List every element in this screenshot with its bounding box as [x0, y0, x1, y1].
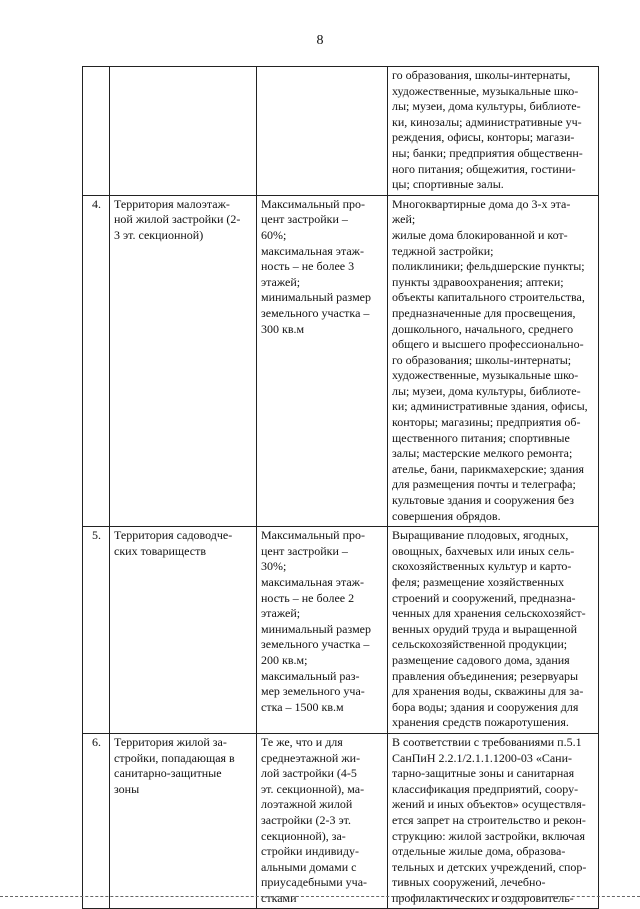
permitted-uses-cell: Многоквартирные дома до 3-х эта- жей; жилые дома блокированной и кот- теджной застройки; поликлиники; фельдшерские пункты; пункты здравоохранения; аптеки; объекты капитального строительства, предназначенные для просвещения, дошкольного, начального, среднего общего и высшего профессионально- го образования; школы-интернаты; художественные, музыкальные шко- лы; музеи, дома культуры, библиоте- ки; административные здания, офисы, конторы; магазины; предприятия об- щественного питания; спортивные залы; мастерские мелкого ремонта; ателье, бани, парикмахерские; здания для размещения почты и телеграфа; культовые здания и сооружения без совершения обрядов.: [388, 195, 599, 526]
table-row: [83, 733, 599, 909]
parameters-cell: [257, 67, 388, 196]
row-number: 6.: [83, 733, 110, 909]
zoning-table: [82, 66, 599, 909]
row-number: [83, 67, 110, 196]
parameters-cell: Максимальный про- цент застройки – 60%; максимальная этаж- ность – не более 3 этажей; минимальный размер земельного участка – 300 кв.м: [257, 195, 388, 526]
permitted-uses-cell: Выращивание плодовых, ягодных, овощных, бахчевых или иных сель- скохозяйственных культур и карто- феля; размещение хозяйственных строений и сооружений, предназна- ченных для хранения сельскохозяйст- венных орудий труда и выращенной сельскохозяйственной продукции; размещение садового дома, здания правления объединения; резервуары для хранения воды, скважины для за- бора воды; здания и сооружения для хранения средств пожаротушения.: [388, 527, 599, 734]
territory-cell: [110, 67, 257, 196]
permitted-uses-cell: го образования, школы-интернаты, художественные, музыкальные шко- лы; музеи, дома культуры, библиоте- ки, кинозалы; административные уч- реждения, офисы, конторы; магази- ны; банки; предприятия общественн- ного питания; общежития, гостини- цы; спортивные залы.: [388, 67, 599, 196]
parameters-cell: Максимальный про- цент застройки – 30%; максимальная этаж- ность – не более 2 этажей; минимальный размер земельного участка – 200 кв.м; максимальный раз- мер земельного уча- стка – 1500 кв.м: [257, 527, 388, 734]
table-row: [83, 67, 599, 196]
row-number: 5.: [83, 527, 110, 734]
scan-edge-line: [0, 896, 640, 897]
row-number: 4.: [83, 195, 110, 526]
territory-cell: Территория жилой за- стройки, попадающая в санитарно-защитные зоны: [110, 733, 257, 909]
territory-cell: Территория малоэтаж- ной жилой застройки (2- 3 эт. секционной): [110, 195, 257, 526]
page-number: 8: [316, 33, 324, 48]
parameters-cell: Те же, что и для среднеэтажной жи- лой застройки (4-5 эт. секционной), ма- лоэтажной жилой застройки (2-3 эт. секционной), за- стройки индивиду- альными домами с приусадебными уча- стками: [257, 733, 388, 909]
territory-cell: Территория садоводче- ских товариществ: [110, 527, 257, 734]
permitted-uses-cell: В соответствии с требованиями п.5.1 СанПиН 2.2.1/2.1.1.1200-03 «Сани- тарно-защитные зоны и санитарная классификация предприятий, соору- жений и иных объектов» осуществля- ется запрет на строительство и рекон- струкцию: жилой застройки, включая отдельные жилые дома, образова- тельных и детских учреждений, спор- тивных сооружений, лечебно- профилактических и оздоровитель-: [388, 733, 599, 909]
table-row: [83, 195, 599, 526]
table-row: [83, 527, 599, 734]
